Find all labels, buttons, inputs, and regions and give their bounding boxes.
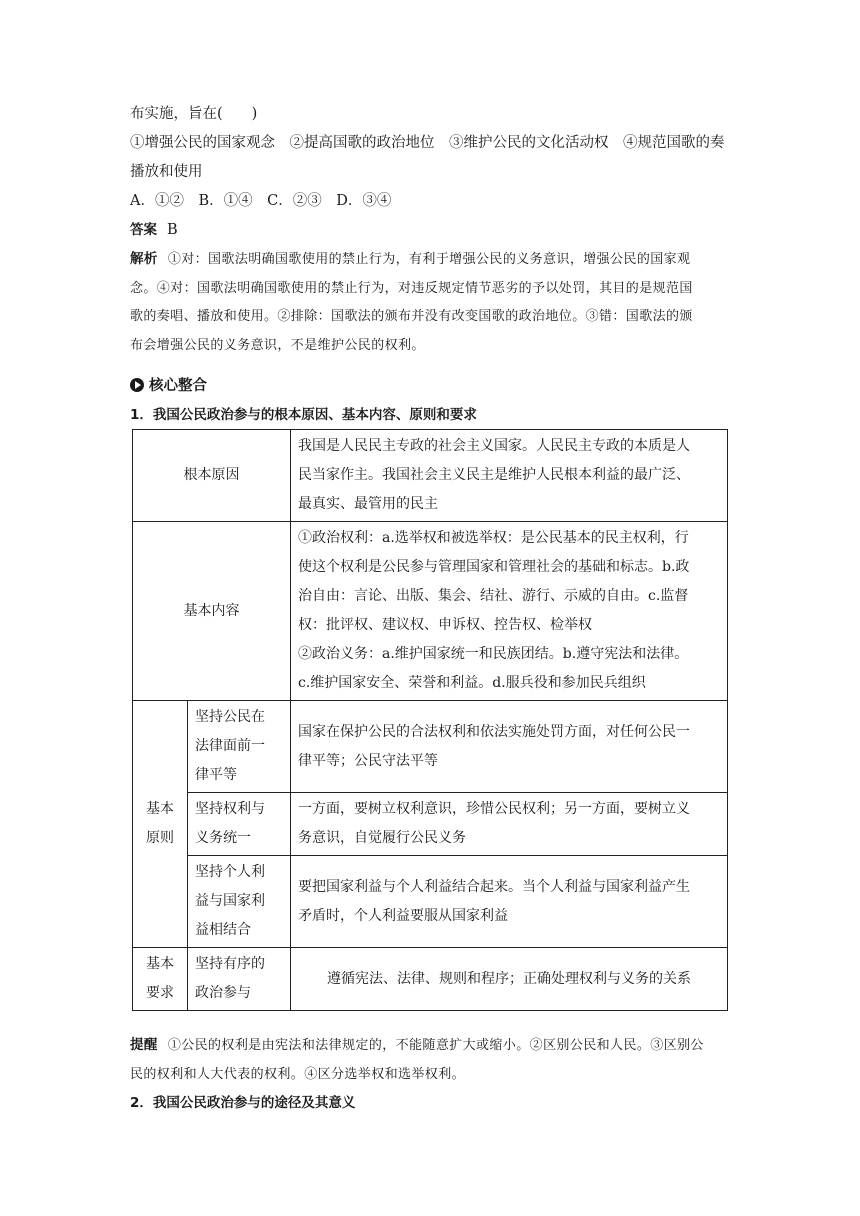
principle-desc: 要把国家利益与个人利益结合起来。当个人利益与国家利益产生 矛盾时，个人利益要服从国家利益	[291, 856, 728, 948]
table-row	[133, 430, 728, 522]
answer-row	[130, 216, 730, 245]
root-cause-label: 根本原因	[133, 430, 291, 522]
analysis-line: 歌的奏唱、播放和使用。②排除：国歌法的颁布并没有改变国歌的政治地位。③错：国歌法的颁	[130, 309, 693, 324]
content-label: 基本内容	[133, 522, 291, 701]
table-row	[133, 522, 728, 701]
page-content	[130, 100, 730, 1117]
table-row	[133, 856, 728, 948]
heading-2: 2．我国公民政治参与的途径及其意义	[130, 1095, 356, 1111]
section-title: 核心整合	[149, 378, 207, 394]
reminder-line: 民的权利和人大代表的权利。④区分选举权和选举权利。	[130, 1066, 466, 1082]
requirement-desc: 遵循宪法、法律、规则和程序；正确处理权利与义务的关系	[291, 948, 728, 1011]
reminder-label: 提醒	[130, 1037, 158, 1053]
principle-name: 坚持公民在 法律面前一 律平等	[188, 701, 291, 793]
analysis-line: 解析 ①对：国歌法明确国歌使用的禁止行为，有利于增强公民的义务意识，增强公民的国家观	[130, 251, 691, 267]
root-cause-cell: 我国是人民民主专政的社会主义国家。人民民主专政的本质是人 民当家作主。我国社会主义民主是维护人民根本利益的最广泛、 最真实、最管用的民主	[291, 430, 728, 522]
analysis-line: 念。④对：国歌法明确国歌使用的禁止行为，对违反规定情节恶劣的予以处罚，其目的是规范国	[130, 280, 693, 296]
analysis-label: 解析	[130, 251, 158, 267]
summary-table	[132, 429, 728, 1011]
question-options-line2: 播放和使用	[130, 164, 203, 180]
table-row	[133, 948, 728, 1011]
table-row	[133, 793, 728, 856]
requirement-label: 基本 要求	[133, 948, 188, 1011]
answer-label: 答案	[130, 222, 157, 238]
reminder-block	[130, 1031, 730, 1089]
question-choices: A．①② B．①④ C．②③ D．③④	[130, 193, 392, 209]
principle-desc: 国家在保护公民的合法权利和依法实施处罚方面，对任何公民一 律平等；公民守法平等	[291, 701, 728, 793]
question-options-line1: ①增强公民的国家观念 ②提高国歌的政治地位 ③维护公民的文化活动权 ④规范国歌的奏	[130, 135, 725, 151]
analysis-block	[130, 245, 730, 360]
reminder-line: 提醒 ①公民的权利是由宪法和法律规定的，不能随意扩大或缩小。②区别公民和人民。③区别公	[130, 1037, 704, 1053]
section-header	[130, 374, 730, 395]
answer-value: B	[167, 222, 178, 238]
analysis-line: 布会增强公民的义务意识，不是维护公民的权利。	[130, 337, 425, 353]
table-row	[133, 701, 728, 793]
heading-1: 1．我国公民政治参与的根本原因、基本内容、原则和要求	[130, 407, 477, 423]
principle-name: 坚持权利与 义务统一	[188, 793, 291, 856]
principle-name: 坚持个人利 益与国家利 益相结合	[188, 856, 291, 948]
content-cell: ①政治权利：a.选举权和被选举权：是公民基本的民主权利，行 使这个权利是公民参与管理国家和管理社会的基础和标志。b.政 治自由：言论、出版、集会、结社、游行、示威的自由。c.监督 权：批评权、建议权、申诉权、控告权、检举权 ②政治义务：a.维护国家统一和民族团结。b.遵守宪法和法律。 c.维护国家安全、荣誉和利益。d.服兵役和参加民兵组织	[291, 522, 728, 701]
question-stem: 布实施，旨在( )	[130, 106, 258, 122]
principle-label: 基本 原则	[133, 701, 188, 948]
play-circle-icon	[130, 378, 144, 392]
requirement-name: 坚持有序的 政治参与	[188, 948, 291, 1011]
principle-desc: 一方面，要树立权利意识，珍惜公民权利；另一方面，要树立义 务意识，自觉履行公民义务	[291, 793, 728, 856]
